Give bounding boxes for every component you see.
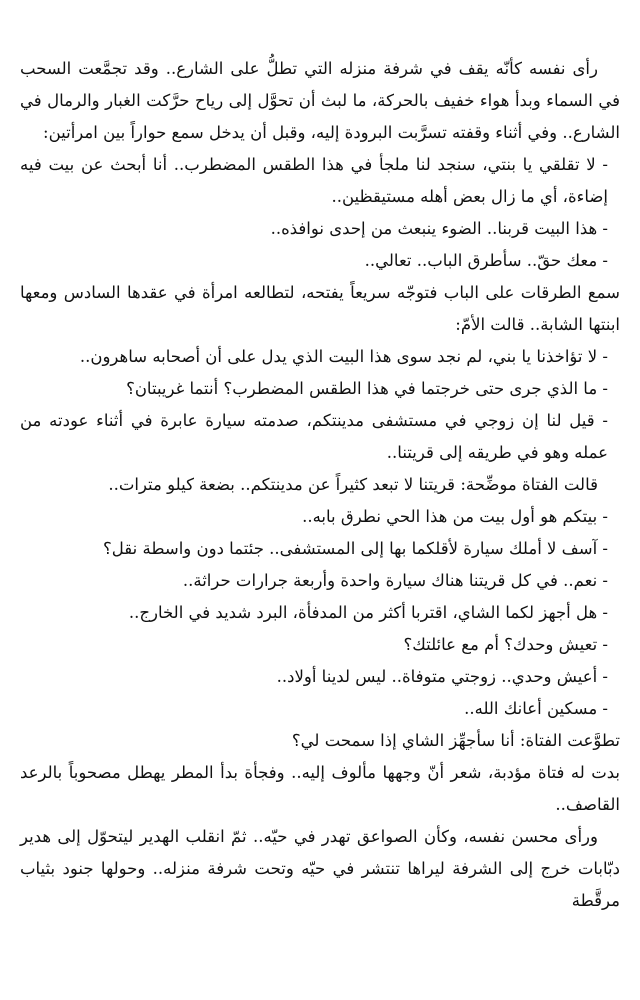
narration-paragraph: رأى نفسه كأنّه يقف في شرفة منزله التي تطلُّ على الشارع.. وقد تجمَّعت السحب في السماء وبدأ هواء خفيف بالحركة، ما لبث أن تحوَّل إلى رياح حرَّكت الغبار والرمال في الشارع.. وفي أثناء وقفته تسرَّبت البرودة إليه، وقبل أن يدخل سمع حواراً بين امرأتين:: [20, 59, 620, 142]
narration-paragraph: قالت الفتاة موضِّحة: قريتنا لا تبعد كثيراً عن مدينتكم.. بضعة كيلو مترات..: [108, 475, 598, 494]
dialogue-line: - أعيش وحدي.. زوجتي متوفاة.. ليس لدينا أولاد..: [276, 667, 608, 686]
narration-paragraph: ورأى محسن نفسه، وكأن الصواعق تهدر في حيّه.. ثمّ انقلب الهدير ليتحوّل إلى هدير دبّابات خرج إلى الشرفة ليراها تنتشر في حيّه وتحت شرفة منزله.. وحولها جنود بثياب مرقَّطة: [20, 827, 620, 910]
dialogue-line: - مسكين أعانك الله..: [464, 699, 608, 718]
dialogue-line: - آسف لا أملك سيارة لأقلكما بها إلى المستشفى.. جئتما دون واسطة نقل؟: [103, 539, 608, 558]
dialogue-line: - بيتكم هو أول بيت من هذا الحي نطرق بابه..: [302, 507, 608, 526]
narration-paragraph: تطوَّعت الفتاة: أنا سأجهِّز الشاي إذا سمحت لي؟: [291, 731, 620, 750]
dialogue-line: - تعيش وحدك؟ أم مع عائلتك؟: [403, 635, 608, 654]
dialogue-line: - معك حقّ.. سأطرق الباب.. تعالي..: [364, 251, 608, 270]
narration-paragraph: سمع الطرقات على الباب فتوجّه سريعاً يفتحه، لتطالعه امرأة في عقدها السادس ومعها ابنتها الشابة.. قالت الأمّ:: [20, 283, 620, 334]
narration-paragraph: بدت له فتاة مؤدبة، شعر أنّ وجهها مألوف إليه.. وفجأة بدأ المطر يهطل مصحوباً بالرعد القاصف..: [20, 763, 620, 814]
dialogue-line: - لا تؤاخذنا يا بني، لم نجد سوى هذا البيت الذي يدل على أن أصحابه ساهرون..: [79, 347, 608, 366]
dialogue-line: - قيل لنا إن زوجي في مستشفى مدينتكم، صدمته سيارة عابرة في أثناء عودته من عمله وهو في طريقه إلى قريتنا..: [20, 411, 608, 462]
dialogue-line: - ما الذي جرى حتى خرجتما في هذا الطقس المضطرب؟ أنتما غريبتان؟: [126, 379, 608, 398]
dialogue-line: - هل أجهز لكما الشاي، اقتربا أكثر من المدفأة، البرد شديد في الخارج..: [128, 603, 608, 622]
dialogue-line: - لا تقلقي يا بنتي، سنجد لنا ملجأ في هذا الطقس المضطرب.. أنا أبحث عن بيت فيه إضاءة، أي ما زال بعض أهله مستيقظين..: [20, 155, 608, 206]
dialogue-line: - هذا البيت قربنا.. الضوء ينبعث من إحدى نوافذه..: [270, 219, 608, 238]
dialogue-line: - نعم.. في كل قريتنا هناك سيارة واحدة وأربعة جرارات حراثة..: [182, 571, 608, 590]
